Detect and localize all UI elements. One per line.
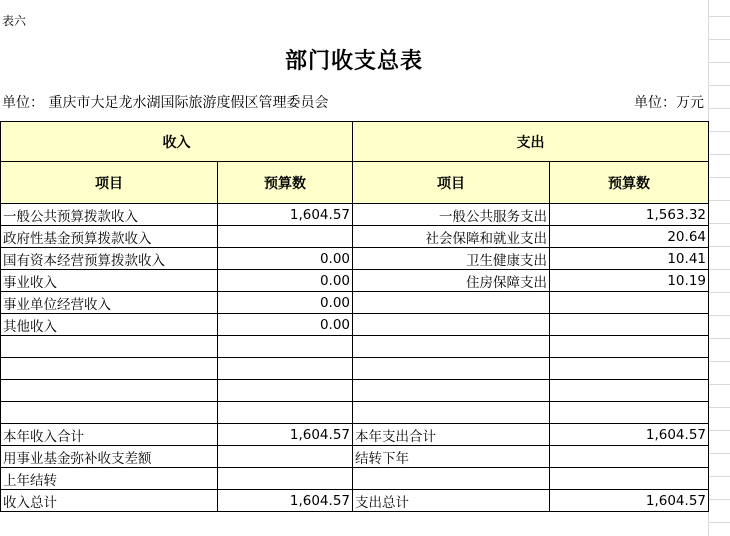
header-row-sections: [1, 122, 709, 162]
expense-amount-cell[interactable]: 10.19: [550, 270, 709, 292]
income-item-cell[interactable]: 一般公共预算拨款收入: [1, 204, 218, 226]
expense-section-header[interactable]: 支出: [353, 122, 709, 162]
income-grand-total-label[interactable]: 收入总计: [1, 490, 218, 512]
total-row: [1, 468, 709, 490]
income-amount-cell[interactable]: [218, 226, 353, 248]
income-item-header[interactable]: 项目: [1, 162, 218, 204]
expense-item-cell[interactable]: [353, 292, 550, 314]
table-row: [1, 292, 709, 314]
table-row: [1, 226, 709, 248]
grand-total-row: [1, 490, 709, 512]
header-row-columns: [1, 162, 709, 204]
expense-amount-cell[interactable]: [550, 336, 709, 358]
income-amount-cell[interactable]: 0.00: [218, 314, 353, 336]
table-row: [1, 380, 709, 402]
expense-amount-cell[interactable]: 20.64: [550, 226, 709, 248]
expense-total-label[interactable]: 结转下年: [353, 446, 550, 468]
expense-budget-header[interactable]: 预算数: [550, 162, 709, 204]
table-row: [1, 358, 709, 380]
income-amount-cell[interactable]: 0.00: [218, 292, 353, 314]
income-amount-cell[interactable]: 1,604.57: [218, 204, 353, 226]
income-grand-total-amount[interactable]: 1,604.57: [218, 490, 353, 512]
table-row: [1, 402, 709, 424]
expense-amount-cell[interactable]: [550, 358, 709, 380]
spreadsheet-gridlines: [708, 0, 730, 536]
sheet-label: 表六: [2, 14, 27, 28]
expense-amount-cell[interactable]: 1,563.32: [550, 204, 709, 226]
income-budget-header[interactable]: 预算数: [218, 162, 353, 204]
income-amount-cell[interactable]: [218, 380, 353, 402]
table-row: [1, 336, 709, 358]
expense-item-header[interactable]: 项目: [353, 162, 550, 204]
expense-grand-total-amount[interactable]: 1,604.57: [550, 490, 709, 512]
income-total-label[interactable]: 用事业基金弥补收支差额: [1, 446, 218, 468]
expense-item-cell[interactable]: [353, 358, 550, 380]
table-row: [1, 270, 709, 292]
expense-item-cell[interactable]: [353, 402, 550, 424]
expense-item-cell[interactable]: 一般公共服务支出: [353, 204, 550, 226]
income-amount-cell[interactable]: 0.00: [218, 270, 353, 292]
income-expense-table: [0, 121, 709, 512]
income-item-cell[interactable]: [1, 336, 218, 358]
expense-total-label[interactable]: 本年支出合计: [353, 424, 550, 446]
expense-total-amount[interactable]: 1,604.57: [550, 424, 709, 446]
table-row: [1, 204, 709, 226]
total-row: [1, 446, 709, 468]
income-total-amount[interactable]: 1,604.57: [218, 424, 353, 446]
expense-item-cell[interactable]: [353, 314, 550, 336]
table-row: [1, 314, 709, 336]
unit-organization: 单位： 重庆市大足龙水湖国际旅游度假区管理委员会: [2, 95, 329, 111]
expense-item-cell[interactable]: 卫生健康支出: [353, 248, 550, 270]
expense-amount-cell[interactable]: [550, 380, 709, 402]
page-title: 部门收支总表: [284, 49, 423, 74]
expense-amount-cell[interactable]: 10.41: [550, 248, 709, 270]
income-amount-cell[interactable]: [218, 358, 353, 380]
expense-amount-cell[interactable]: [550, 292, 709, 314]
income-item-cell[interactable]: 政府性基金预算拨款收入: [1, 226, 218, 248]
unit-currency: 单位：万元: [634, 95, 704, 111]
income-item-cell[interactable]: [1, 358, 218, 380]
expense-total-amount[interactable]: [550, 446, 709, 468]
expense-item-cell[interactable]: [353, 380, 550, 402]
total-row: [1, 424, 709, 446]
expense-grand-total-label[interactable]: 支出总计: [353, 490, 550, 512]
income-total-amount[interactable]: [218, 446, 353, 468]
income-total-amount[interactable]: [218, 468, 353, 490]
expense-total-amount[interactable]: [550, 468, 709, 490]
income-section-header[interactable]: 收入: [1, 122, 353, 162]
expense-item-cell[interactable]: [353, 336, 550, 358]
income-item-cell[interactable]: 其他收入: [1, 314, 218, 336]
income-amount-cell[interactable]: 0.00: [218, 248, 353, 270]
income-total-label[interactable]: 上年结转: [1, 468, 218, 490]
table-row: [1, 248, 709, 270]
income-item-cell[interactable]: 事业单位经营收入: [1, 292, 218, 314]
income-item-cell[interactable]: 事业收入: [1, 270, 218, 292]
expense-amount-cell[interactable]: [550, 402, 709, 424]
expense-amount-cell[interactable]: [550, 314, 709, 336]
expense-total-label[interactable]: [353, 468, 550, 490]
expense-item-cell[interactable]: 社会保障和就业支出: [353, 226, 550, 248]
income-item-cell[interactable]: [1, 402, 218, 424]
income-item-cell[interactable]: [1, 380, 218, 402]
expense-item-cell[interactable]: 住房保障支出: [353, 270, 550, 292]
income-total-label[interactable]: 本年收入合计: [1, 424, 218, 446]
income-amount-cell[interactable]: [218, 402, 353, 424]
income-amount-cell[interactable]: [218, 336, 353, 358]
income-item-cell[interactable]: 国有资本经营预算拨款收入: [1, 248, 218, 270]
